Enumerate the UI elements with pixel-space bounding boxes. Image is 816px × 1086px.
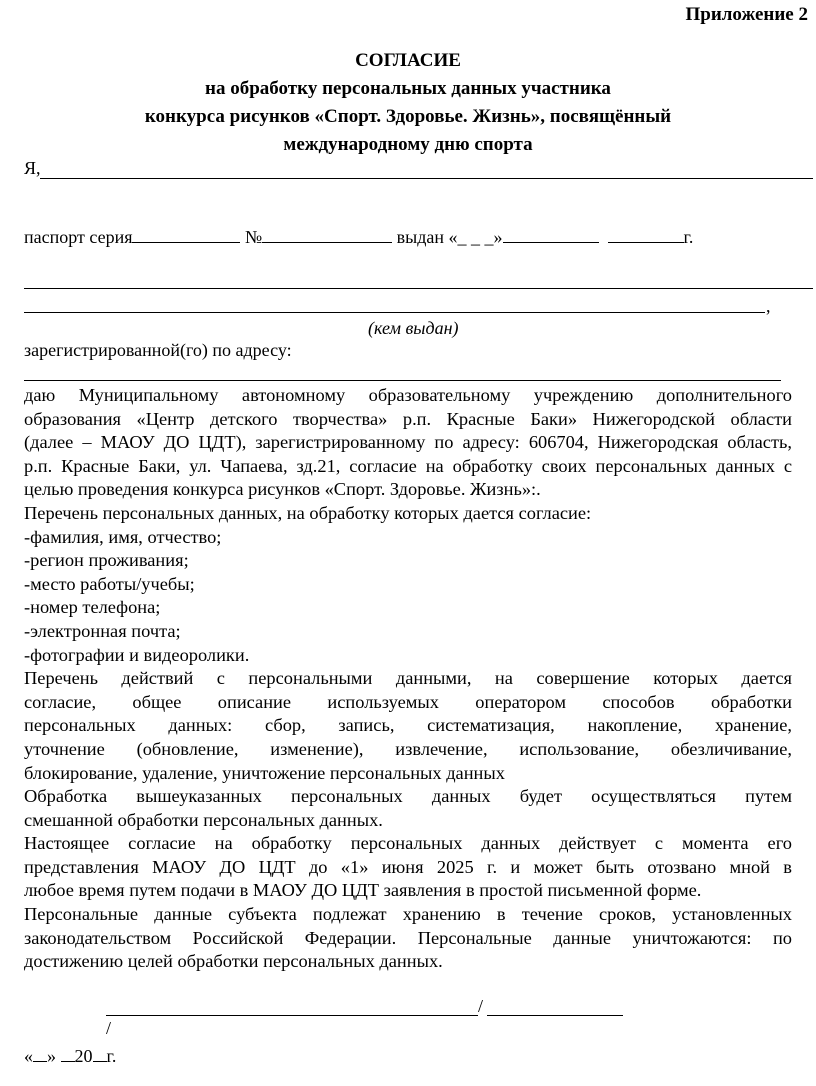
year-suffix: г. [106, 1046, 117, 1066]
sign-day-field[interactable] [33, 1045, 47, 1062]
list-item: -регион проживания; [24, 550, 189, 571]
p1-line-4: р.п. Красные Баки, ул. Чапаева, зд.21, согласие на обработку своих персональных данных с [24, 455, 792, 476]
p2-line-1: Перечень действий с персональными данными, на совершение которых дается [24, 668, 792, 689]
issued-year-suffix: г. [683, 227, 694, 247]
title-subline-1: на обработку персональных данных участника [205, 78, 611, 99]
issued-day-field[interactable]: _ _ _» [457, 227, 503, 247]
consent-body [24, 384, 792, 974]
issued-month-field[interactable] [503, 226, 599, 243]
p4-line-1: Настоящее согласие на обработку персональных данных действует с момента его [24, 833, 792, 854]
date-open-quote: « [24, 1046, 33, 1066]
address-label: зарегистрированной(го) по адресу: [24, 340, 292, 360]
appendix-label: Приложение 2 [685, 4, 808, 25]
year-prefix: 20 [74, 1046, 93, 1066]
passport-series-label: паспорт серия [24, 227, 133, 247]
list-item: -электронная почта; [24, 620, 181, 641]
list-item: -фамилия, имя, отчество; [24, 526, 222, 547]
signature-field[interactable] [106, 1015, 478, 1016]
full-name-field[interactable] [40, 178, 813, 179]
issued-year-field[interactable] [608, 226, 684, 243]
p5-line-2: законодательством Российской Федерации. Персональные данные уничтожаются: по [24, 927, 792, 948]
passport-number-field[interactable] [262, 226, 392, 243]
p1-line-2: образования «Центр детского творчества» р.п. Красные Баки» Нижегородской области [24, 408, 792, 429]
passport-line [24, 226, 693, 248]
title-subline-3: международному дню спорта [283, 134, 533, 155]
passport-number-label: № [244, 227, 263, 247]
p2-line-4: уточнение (обновление, изменение), извлечение, использование, обезличивание, [24, 738, 792, 759]
p5-line-3: достижению целей обработки персональных данных. [24, 951, 443, 972]
passport-series-field[interactable] [132, 226, 240, 243]
signature-slash-2: / [106, 1018, 112, 1038]
document-title: СОГЛАСИЕ [355, 50, 461, 71]
sign-year-field[interactable] [93, 1045, 107, 1062]
sign-date-line [24, 1045, 116, 1067]
p1-line-1: даю Муниципальному автономному образовательному учреждению дополнительного [24, 385, 792, 405]
signature-name-field[interactable] [487, 1015, 623, 1016]
p4-line-2: представления МАОУ ДО ЦДТ до «1» июня 2025 г. и может быть отозвано мной в [24, 856, 792, 877]
p2-line-2: согласие, общее описание используемых оператором способов обработки [24, 691, 792, 712]
issued-by-field-1[interactable] [24, 288, 813, 289]
p1-line-5: целью проведения конкурса рисунков «Спорт. Здоровье. Жизнь»:. [24, 479, 541, 500]
list-item: -место работы/учебы; [24, 573, 195, 594]
p4-line-3: любое время путем подачи в МАОУ ДО ЦДТ заявления в простой письменной форме. [24, 880, 702, 901]
issued-by-comma: , [766, 296, 771, 316]
list-item: -номер телефона; [24, 597, 161, 618]
p2-line-5: блокирование, удаление, уничтожение персональных данных [24, 762, 505, 783]
p3-line-2: смешанной обработки персональных данных. [24, 809, 383, 830]
p2-line-3: персональных данных: сбор, запись, систематизация, накопление, хранение, [24, 715, 792, 736]
p1-line-3: (далее – МАОУ ДО ЦДТ), зарегистрированному по адресу: 606704, Нижегородская область, [24, 432, 792, 453]
i-label: Я, [24, 158, 41, 178]
list-item: -фотографии и видеоролики. [24, 644, 250, 665]
date-close-quote: » [47, 1046, 56, 1066]
issued-by-field-2[interactable] [24, 312, 765, 313]
list-heading: Перечень персональных данных, на обработку которых дается согласие: [24, 502, 592, 523]
p3-line-1: Обработка вышеуказанных персональных данных будет осуществляться путем [24, 786, 792, 807]
title-subline-2: конкурса рисунков «Спорт. Здоровье. Жизнь», посвящённый [144, 106, 672, 127]
issued-by-hint: (кем выдан) [368, 318, 459, 338]
address-field[interactable] [24, 380, 781, 381]
sign-month-field[interactable] [61, 1045, 75, 1062]
p5-line-1: Персональные данные субъекта подлежат хранению в течение сроков, установленных [24, 904, 792, 925]
signature-slash-1: / [478, 996, 484, 1016]
issued-label: выдан « [396, 227, 458, 247]
